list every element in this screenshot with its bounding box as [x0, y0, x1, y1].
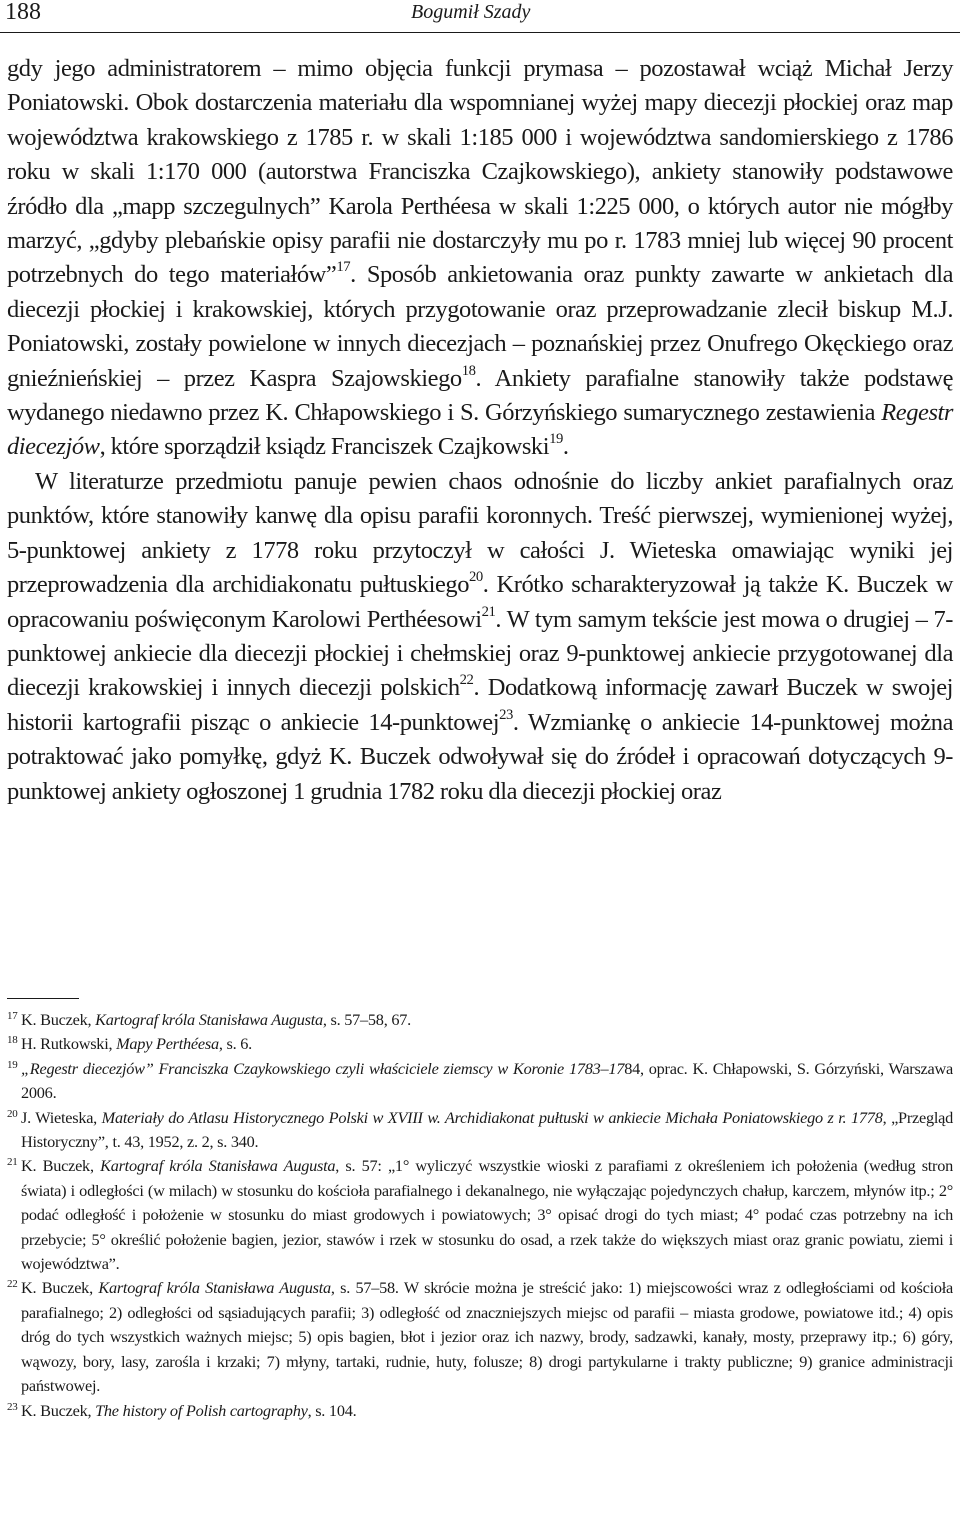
- footnote-22: 22 K. Buczek, Kartograf króla Stanisława Augusta, s. 57–58. W skrócie można je streścić jako: 1) miejscowości wraz z odległościami od kościoła parafialnego; 2) odległości od sąsiadujących parafii; 3) odległość od znaczniejszych miejsc od parafii – miasta grodowe, powiatowe itd.; 4) opis dróg do tych wszystkich ważnych miejsc; 5) opis bagien, błot i jezior oraz ich nazwy, brody, sadzawki, kanały, mosty, przeprawy itp.; 6) góry, wąwozy, bory, lasy, zarośla i krzaki; 7) młyny, tartaki, rudnie, huty, folusze; 8) drogi partykularne i trakty publiczne; 9) granice administracji państwowej.: [7, 1278, 954, 1396]
- footnote-ref-23[interactable]: 23: [499, 706, 513, 723]
- footnote-17: 17 K. Buczek, Kartograf króla Stanisława Augusta, s. 57–58, 67.: [7, 1010, 411, 1029]
- footnote-23: 23 K. Buczek, The history of Polish cartography, s. 104.: [7, 1400, 357, 1420]
- page-header: [0, 0, 960, 36]
- footnote-ref-17[interactable]: 17: [336, 259, 351, 276]
- footnotes: [7, 1008, 953, 1423]
- footnote-ref-19[interactable]: 19: [549, 431, 563, 448]
- footnote-ref-22[interactable]: 22: [459, 672, 474, 689]
- paragraph-2: W literaturze przedmiotu panuje pewien chaos odnośnie do liczby ankiet parafialnych oraz punktów, które stanowiły kanwę dla opisu parafii koronnych. Treść pierwszej, wymienionej wyżej, 5-punktowej ankiety z 1778 roku przytoczył w całości J. Wieteska omawiając wyniki jej przeprowadzenia dla archidiakonatu pułtuskiego$^{20}$. Krótko scharakteryzował ją także K. Buczek w opracowaniu poświęconym Karolowi Perthéesowi$^{21}$. W tym samym tekście jest mowa o drugiej – 7-punktowej ankiecie dla diecezji płockiej i chełmskiej oraz 9-punktowej ankiecie przygotowanej dla diecezji krakowskiej i innych diecezji polskich$^{22}$. Dodatkową informację zawarł Buczek w swojej historii kartografii pisząc o ankiecie 14-punktowej$^{23}$. Wzmiankę o ankiecie 14-punktowej można potraktować jako pomyłkę, gdyż K. Buczek odwoływał się do źródeł i opracowań dotyczących 9-punktowej ankiety ogłoszonej 1 grudnia 1782 roku dla diecezji płockiej oraz: [7, 467, 953, 805]
- paragraph-1: gdy jego administratorem – mimo objęcia funkcji prymasa – pozostawał wciąż Michał Jerzy Poniatowski. Obok dostarczenia materiału dla wspomnianej wyżej mapy diecezji płockiej oraz map województwa krakowskiego z 1785 r. w skali 1:185 000 i województwa sandomierskiego z 1786 roku w skali 1:170 000 (autorstwa Franciszka Czajkowskiego), ankiety stanowiły podstawowe źródło dla „mapp szczegulnych” Karola Perthéesa w skali 1:225 000, o których autor nie mógłby marzyć, „gdyby plebańskie opisy parafii nie dostarczyły mu po r. 1783 mniej lub więcej 90 procent potrzebnych do tego materiałów”$^{17}$. Sposób ankietowania oraz punkty zawarte w ankietach dla diecezji płockiej i krakowskiej, których przygotowanie oraz przeprowadzanie zlecił biskup M.J. Poniatowski, zostały powielone w innych diecezjach – poznańskiej przez Onufrego Okęckiego oraz gnieźnieńskiej – przez Kaspra Szajowskiego$^{18}$. Ankiety parafialne stanowiły także podstawę wydanego niedawno przez K. Chłapowskiego i S. Górzyńskiego sumarycznego zestawienia Regestr diecezjów, które sporządził ksiądz Franciszek Czajkowski$^{19}$.: [7, 55, 954, 461]
- footnote-18: 18 H. Rutkowski, Mapy Perthéesa, s. 6.: [7, 1034, 252, 1054]
- footnote-ref-18[interactable]: 18: [461, 362, 476, 379]
- title-regestr: Regestr diecezjów: [7, 399, 953, 461]
- main-text: [7, 52, 953, 809]
- footnote-21: 21 K. Buczek, Kartograf króla Stanisława Augusta, s. 57: „1° wyliczyć wszystkie wioski z parafiami z określeniem ich położenia (według stron świata) i odległości (w milach) w stosunku do kościoła parafialnego i dekanalnego, nie wyłączając pojedynczych chałup, karczem, młynów itp.; 2° podać odległość i położenie w stosunku do miast grodowych i powiatowych; 3° opisać drogi do tych miast; 4° podać czas potrzebny na ich przebycie; 5° określić położenie bagien, jezior, stawów i rzek w stosunku do osad, a rzek także do większych miast oraz granic powiatu, ziemi i województwa”.: [7, 1156, 954, 1274]
- header-rule: [0, 32, 960, 33]
- page-number: 188: [5, 0, 41, 25]
- footnote-20: 20 J. Wieteska, Materiały do Atlasu Historycznego Polski w XVIII w. Archidiakonat pułtuski w ankiecie Michała Poniatowskiego z r. 1778, „Przegląd Historyczny”, t. 43, 1952, z. 2, s. 340.: [7, 1107, 954, 1152]
- footnote-19: 19 „Regestr diecezjów” Franciszka Czaykowskiego czyli właściciele ziemscy w Koronie 1783–1784, oprac. K. Chłapowski, S. Górzyński, Warszawa 2006.: [7, 1058, 953, 1103]
- running-head: Bogumił Szady: [411, 1, 531, 23]
- footnote-ref-21[interactable]: 21: [481, 603, 496, 620]
- footnote-ref-20[interactable]: 20: [469, 569, 483, 586]
- footnote-separator: [7, 998, 79, 999]
